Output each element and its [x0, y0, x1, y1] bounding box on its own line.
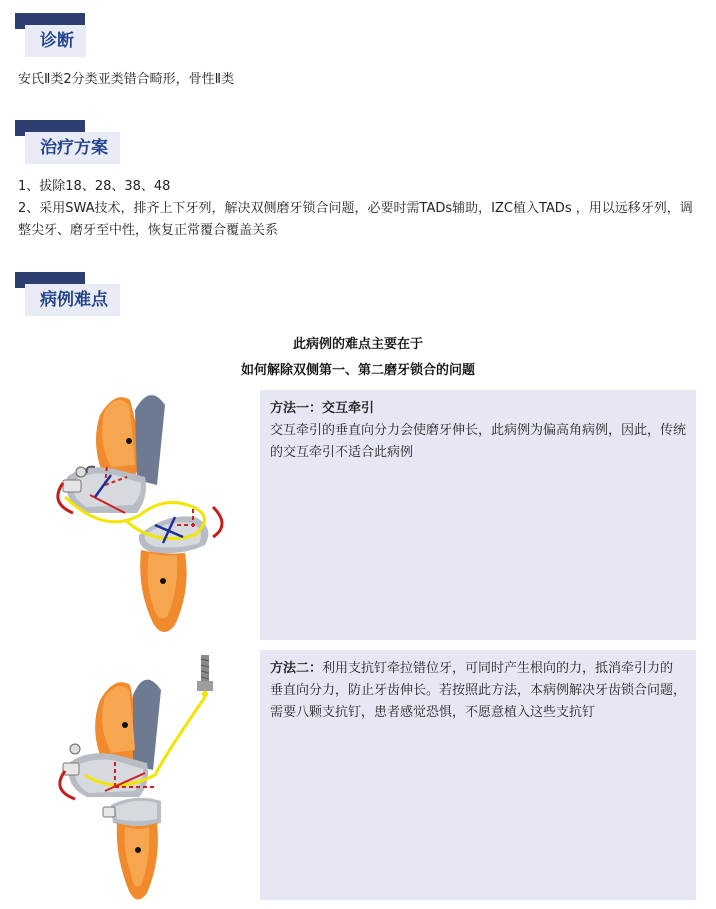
treatment-item-1: 1、拔除18、28、38、48 — [18, 179, 171, 194]
diagnosis-heading: 诊断 — [25, 25, 86, 57]
diagnosis-text: 安氏Ⅱ类2分类亚类错合畸形，骨性Ⅱ类 — [18, 72, 235, 87]
method-2-box — [260, 650, 696, 900]
treatment-heading: 治疗方案 — [25, 132, 120, 164]
difficulty-heading: 病例难点 — [25, 284, 120, 316]
diagnosis-header — [15, 13, 97, 58]
method-2-title: 方法二： — [270, 661, 323, 676]
method-1-title: 方法一：交互牵引 — [270, 401, 375, 416]
treatment-header — [15, 120, 108, 165]
tad-traction-illustration — [45, 645, 235, 907]
method-1-box — [260, 390, 696, 640]
method-1-body: 交互牵引的垂直向分力会使磨牙伸长，此病例为偏高角病例，因此，传统的交互牵引不适合此病例 — [270, 423, 687, 460]
difficulty-header — [15, 272, 108, 317]
mini-screw-icon — [197, 655, 213, 697]
difficulty-subtitle-1: 此病例的难点主要在于 — [292, 337, 423, 352]
cross-elastic-illustration — [45, 385, 235, 640]
method-2-body: 利用支抗钉牵拉错位牙，可同时产生根向的力，抵消牵引力的垂直向分力，防止牙齿伸长。若按照此方法，本病例解决牙齿锁合问题，需要八颗支抗钉，患者感觉恐惧，不愿意植入这些支抗钉 — [270, 661, 687, 720]
treatment-item-2: 2、采用SWA技术，排齐上下牙列，解决双侧磨牙锁合问题，必要时需TADs辅助，IZC植入TADs ，用以远移牙列，调整尖牙、磨牙至中性，恢复正常覆合覆盖关系 — [18, 201, 693, 238]
difficulty-subtitle-2: 如何解除双侧第一、第二磨牙锁合的问题 — [240, 363, 475, 378]
